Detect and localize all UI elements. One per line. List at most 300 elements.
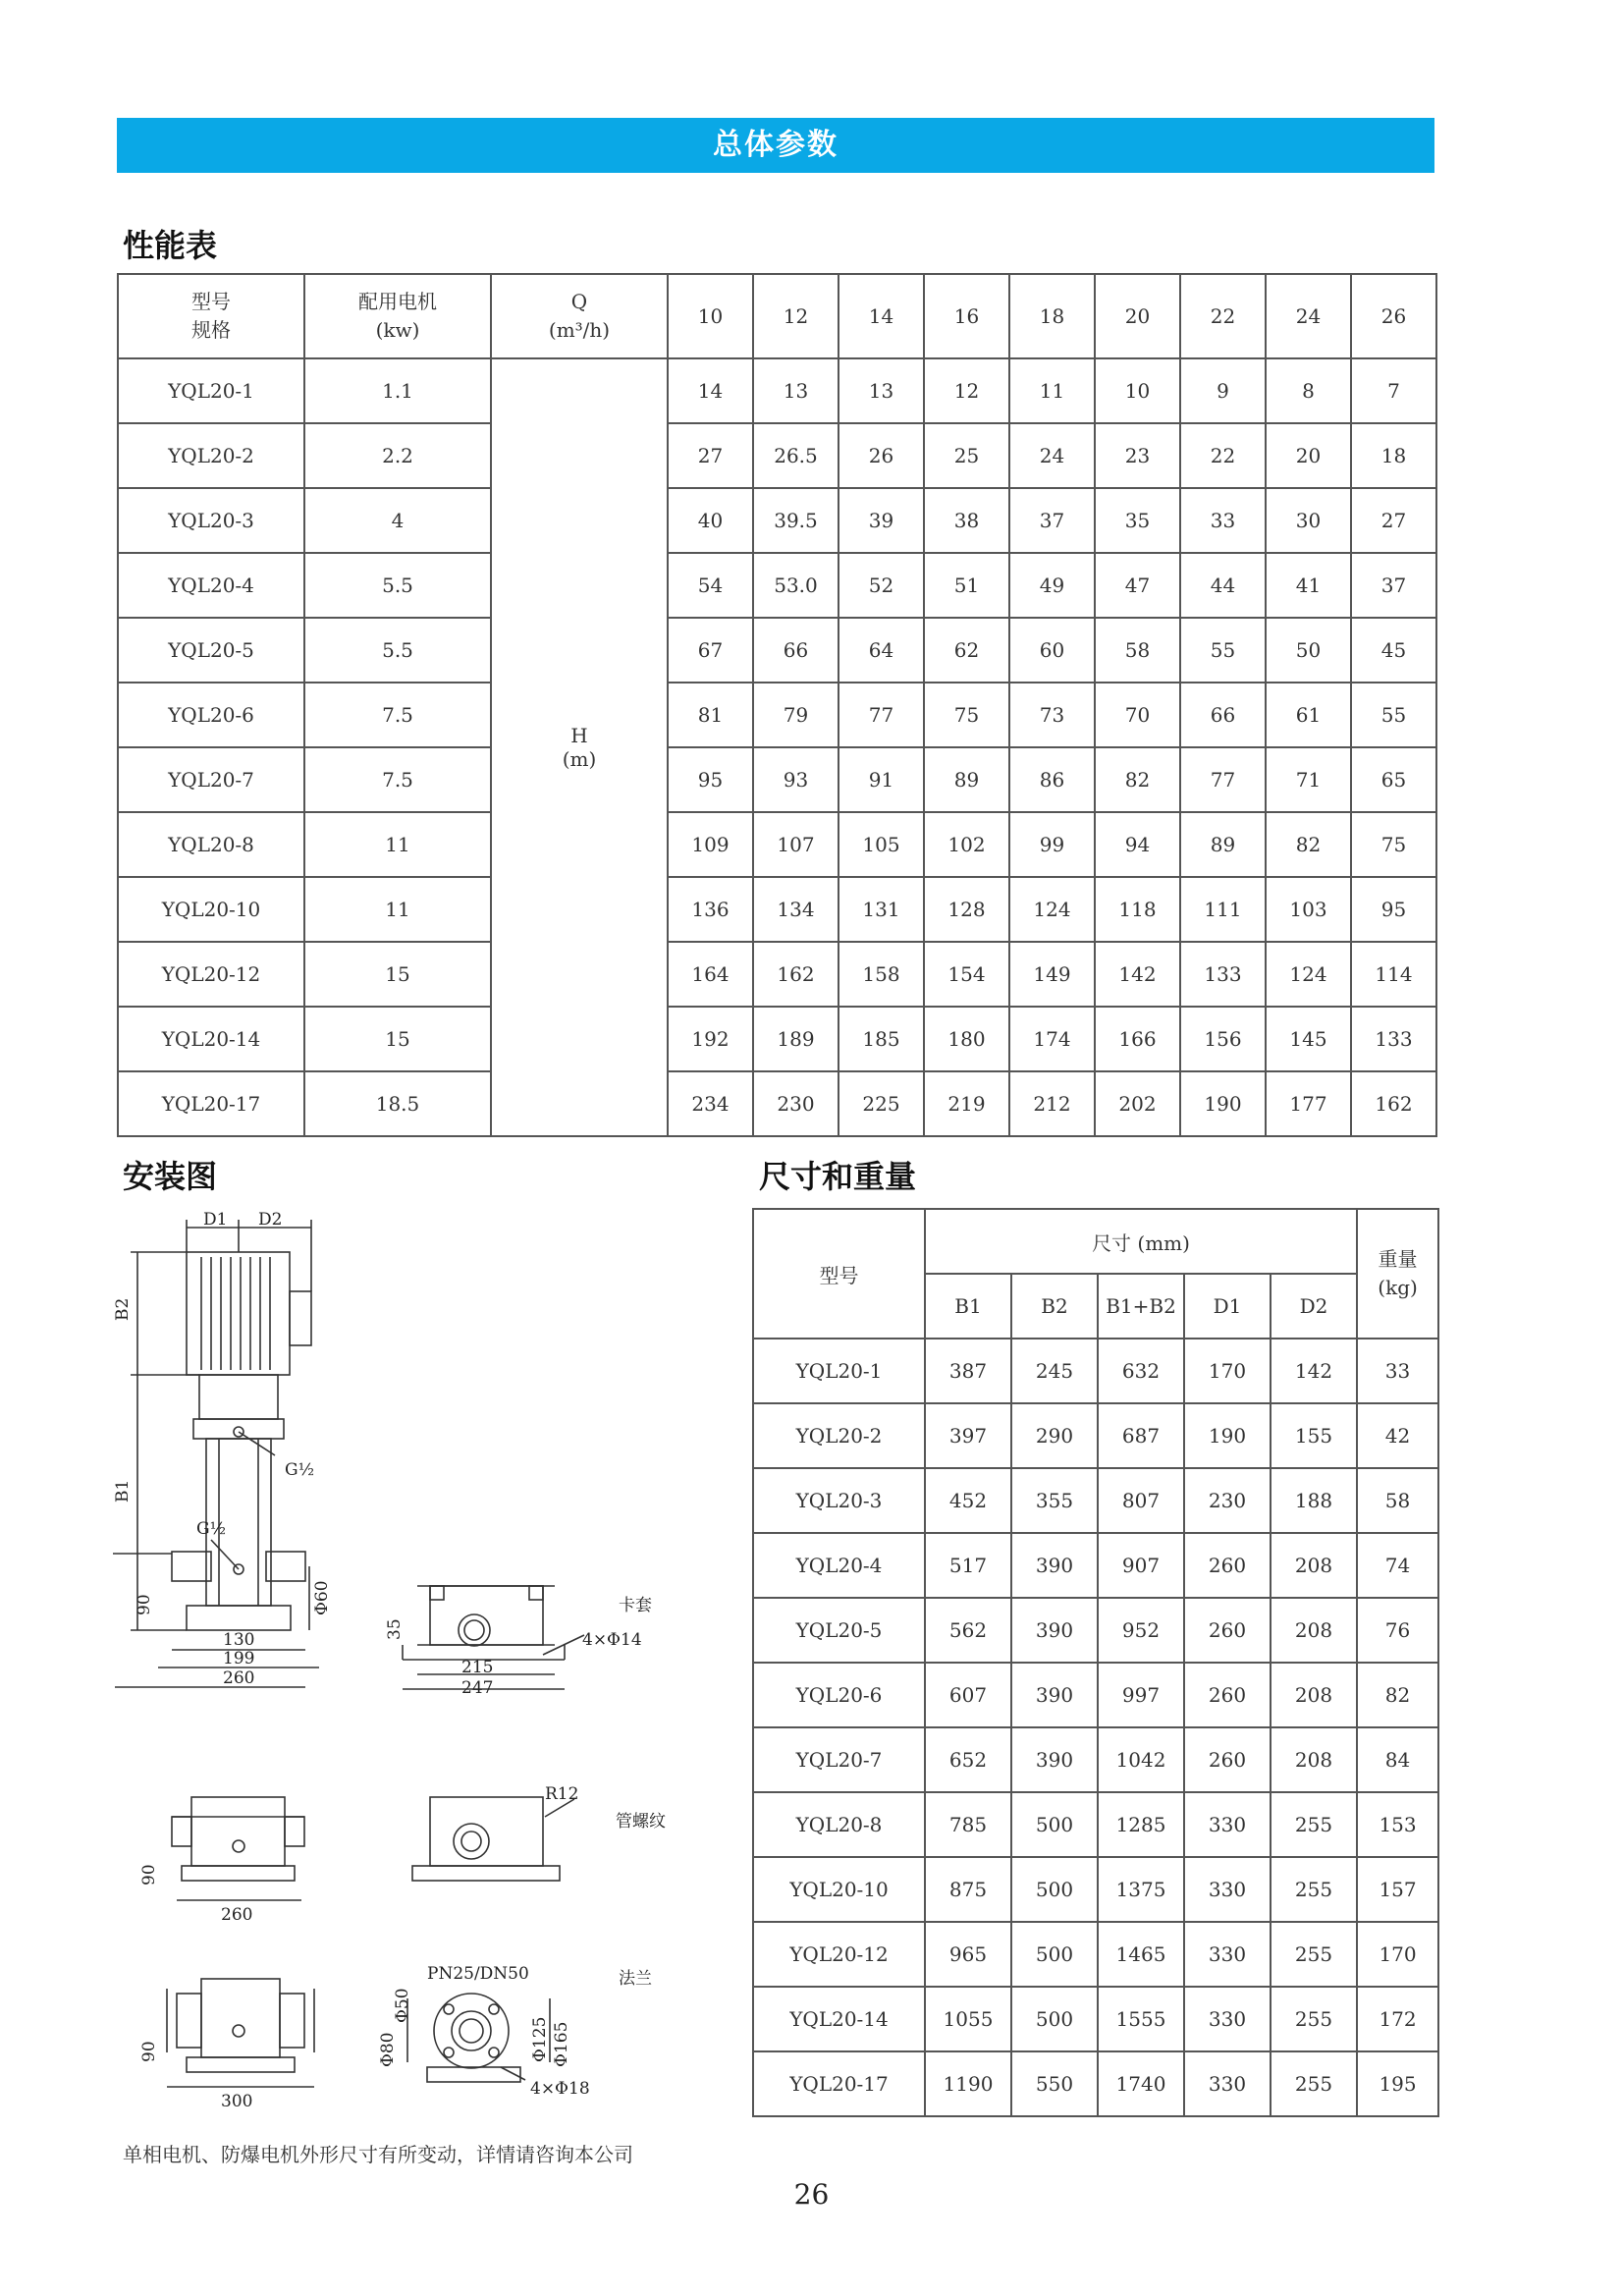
perf-head-value: 145	[1266, 1007, 1351, 1071]
perf-head-value: 44	[1180, 553, 1266, 618]
dims-value: 1285	[1098, 1792, 1184, 1857]
perf-motor-kw: 5.5	[304, 553, 491, 618]
header-weight-line2: (kg)	[1378, 1276, 1418, 1299]
perf-head-value: 131	[839, 877, 924, 942]
perf-head-value: 177	[1266, 1071, 1351, 1136]
perf-head-value: 105	[839, 812, 924, 877]
header-flow	[491, 274, 668, 358]
perf-head-value: 10	[1095, 358, 1180, 423]
dims-weight: 157	[1357, 1857, 1438, 1922]
perf-head-value: 18	[1351, 423, 1436, 488]
label-130: 130	[223, 1630, 255, 1650]
performance-table-title: 性能表	[123, 227, 218, 264]
dims-col-header: B2	[1011, 1274, 1098, 1339]
dims-value: 500	[1011, 1922, 1098, 1987]
label-sleeve: 卡套	[619, 1596, 652, 1615]
label-pn25-dn50: PN25/DN50	[427, 1964, 529, 1984]
perf-head-value: 50	[1266, 618, 1351, 683]
dims-value: 517	[925, 1533, 1011, 1598]
perf-head-value: 23	[1095, 423, 1180, 488]
perf-head-value: 82	[1095, 747, 1180, 812]
dims-value: 390	[1011, 1727, 1098, 1792]
header-weight-line1: 重量	[1378, 1247, 1418, 1271]
perf-head-value: 158	[839, 942, 924, 1007]
perf-head-value: 7	[1351, 358, 1436, 423]
flow-value: 20	[1095, 274, 1180, 358]
label-r12: R12	[545, 1784, 579, 1804]
perf-head-value: 118	[1095, 877, 1180, 942]
dims-model: YQL20-12	[753, 1922, 925, 1987]
dims-value: 785	[925, 1792, 1011, 1857]
label-flange: 法兰	[619, 1969, 652, 1989]
perf-head-value: 66	[1180, 683, 1266, 747]
perf-head-value: 91	[839, 747, 924, 812]
pump-elevation-view	[113, 1220, 319, 1687]
perf-head-value: 82	[1266, 812, 1351, 877]
perf-head-value: 71	[1266, 747, 1351, 812]
perf-row	[118, 877, 1436, 942]
perf-head-value: 142	[1095, 942, 1180, 1007]
dims-value: 550	[1011, 2051, 1098, 2116]
dims-weight: 76	[1357, 1598, 1438, 1663]
perf-head-value: 79	[753, 683, 839, 747]
header-model-line2: 规格	[191, 318, 231, 342]
perf-model: YQL20-2	[118, 423, 304, 488]
dims-value: 208	[1271, 1727, 1357, 1792]
flow-value: 26	[1351, 274, 1436, 358]
perf-head-value: 111	[1180, 877, 1266, 942]
label-phi125: Φ125	[530, 2016, 550, 2062]
perf-row	[118, 683, 1436, 747]
perf-head-value: 66	[753, 618, 839, 683]
dims-col-header: D1	[1184, 1274, 1271, 1339]
threaded-connection-views	[172, 1797, 574, 1900]
performance-table	[117, 273, 1437, 1137]
flow-value: 22	[1180, 274, 1266, 358]
perf-motor-kw: 18.5	[304, 1071, 491, 1136]
label-35: 35	[385, 1618, 405, 1640]
label-199: 199	[223, 1649, 255, 1668]
dims-value: 452	[925, 1468, 1011, 1533]
terminal-box	[290, 1291, 311, 1345]
perf-head-value: 162	[753, 942, 839, 1007]
dims-value: 390	[1011, 1663, 1098, 1727]
dims-value: 170	[1184, 1339, 1271, 1403]
dims-value: 255	[1271, 1987, 1357, 2051]
perf-head-value: 35	[1095, 488, 1180, 553]
perf-head-value: 45	[1351, 618, 1436, 683]
dims-value: 1465	[1098, 1922, 1184, 1987]
dims-value: 387	[925, 1339, 1011, 1403]
header-weight	[1357, 1209, 1438, 1339]
perf-row	[118, 423, 1436, 488]
dims-weight: 172	[1357, 1987, 1438, 2051]
label-d1: D1	[203, 1210, 228, 1230]
header-motor-line1: 配用电机	[358, 290, 437, 313]
perf-head-value: 64	[839, 618, 924, 683]
dims-value: 500	[1011, 1792, 1098, 1857]
dims-model: YQL20-7	[753, 1727, 925, 1792]
header-motor-line2: (kw)	[375, 318, 420, 342]
label-phi165: Φ165	[552, 2021, 571, 2067]
dims-weight: 33	[1357, 1339, 1438, 1403]
perf-head-value: 128	[924, 877, 1009, 942]
dims-model: YQL20-8	[753, 1792, 925, 1857]
perf-motor-kw: 5.5	[304, 618, 491, 683]
dims-model: YQL20-14	[753, 1987, 925, 2051]
dims-value: 1740	[1098, 2051, 1184, 2116]
perf-head-value: 190	[1180, 1071, 1266, 1136]
perf-head-value: 13	[839, 358, 924, 423]
dims-weight: 84	[1357, 1727, 1438, 1792]
dims-model: YQL20-10	[753, 1857, 925, 1922]
label-b2: B2	[113, 1297, 133, 1321]
header-dims-model: 型号	[753, 1209, 925, 1339]
label-pipe-thread: 管螺纹	[616, 1812, 666, 1831]
perf-head-value: 134	[753, 877, 839, 942]
perf-head-value: 93	[753, 747, 839, 812]
perf-motor-kw: 15	[304, 942, 491, 1007]
label-d2: D2	[258, 1210, 283, 1230]
dims-value: 260	[1184, 1663, 1271, 1727]
perf-head-value: 27	[668, 423, 753, 488]
dims-weight: 74	[1357, 1533, 1438, 1598]
dimensions-table	[752, 1208, 1439, 2117]
dims-row	[753, 1339, 1438, 1403]
dims-value: 952	[1098, 1598, 1184, 1663]
perf-head-value: 62	[924, 618, 1009, 683]
dims-value: 155	[1271, 1403, 1357, 1468]
dims-value: 188	[1271, 1468, 1357, 1533]
perf-row	[118, 553, 1436, 618]
perf-head-value: 67	[668, 618, 753, 683]
dims-col-header: B1+B2	[1098, 1274, 1184, 1339]
perf-model: YQL20-7	[118, 747, 304, 812]
dims-weight: 153	[1357, 1792, 1438, 1857]
perf-row	[118, 812, 1436, 877]
dims-value: 390	[1011, 1598, 1098, 1663]
perf-head-value: 58	[1095, 618, 1180, 683]
dims-value: 245	[1011, 1339, 1098, 1403]
perf-head-value: 77	[839, 683, 924, 747]
perf-head-value: 27	[1351, 488, 1436, 553]
dims-row	[753, 1533, 1438, 1598]
dims-weight: 170	[1357, 1922, 1438, 1987]
dims-value: 562	[925, 1598, 1011, 1663]
perf-model: YQL20-17	[118, 1071, 304, 1136]
dims-col-header: B1	[925, 1274, 1011, 1339]
perf-head-value: 86	[1009, 747, 1095, 812]
perf-row	[118, 747, 1436, 812]
flow-value: 24	[1266, 274, 1351, 358]
dims-value: 290	[1011, 1403, 1098, 1468]
dims-row	[753, 1403, 1438, 1468]
label-g-upper: G½	[285, 1460, 315, 1480]
dims-value: 255	[1271, 1792, 1357, 1857]
perf-row	[118, 1071, 1436, 1136]
dims-value: 208	[1271, 1598, 1357, 1663]
label-b1: B1	[113, 1479, 133, 1503]
dims-value: 687	[1098, 1403, 1184, 1468]
dims-value: 607	[925, 1663, 1011, 1727]
perf-head-value: 73	[1009, 683, 1095, 747]
dims-row	[753, 1922, 1438, 1987]
dims-value: 907	[1098, 1533, 1184, 1598]
dims-value: 632	[1098, 1339, 1184, 1403]
dims-value: 875	[925, 1857, 1011, 1922]
dims-row	[753, 1792, 1438, 1857]
perf-head-value: 70	[1095, 683, 1180, 747]
perf-head-value: 225	[839, 1071, 924, 1136]
dimensions-table-title: 尺寸和重量	[759, 1158, 917, 1195]
perf-head-value: 230	[753, 1071, 839, 1136]
dims-value: 255	[1271, 2051, 1357, 2116]
perf-motor-kw: 7.5	[304, 747, 491, 812]
header-motor	[304, 274, 491, 358]
perf-head-value: 154	[924, 942, 1009, 1007]
perf-head-value: 149	[1009, 942, 1095, 1007]
perf-head-value: 33	[1180, 488, 1266, 553]
perf-head-value: 24	[1009, 423, 1095, 488]
dims-weight: 42	[1357, 1403, 1438, 1468]
dims-value: 652	[925, 1727, 1011, 1792]
perf-head-value: 38	[924, 488, 1009, 553]
dims-row	[753, 1663, 1438, 1727]
perf-row	[118, 1007, 1436, 1071]
flow-value: 12	[753, 274, 839, 358]
footnote: 单相电机、防爆电机外形尺寸有所变动，详情请咨询本公司	[123, 2143, 633, 2166]
perf-head-value: 47	[1095, 553, 1180, 618]
dims-value: 260	[1184, 1598, 1271, 1663]
perf-head-value: 77	[1180, 747, 1266, 812]
perf-head-value: 136	[668, 877, 753, 942]
dims-model: YQL20-5	[753, 1598, 925, 1663]
label-phi80: Φ80	[378, 2032, 398, 2067]
perf-head-value: 212	[1009, 1071, 1095, 1136]
perf-motor-kw: 11	[304, 877, 491, 942]
perf-row	[118, 942, 1436, 1007]
perf-head-value: 13	[753, 358, 839, 423]
perf-head-value: 164	[668, 942, 753, 1007]
dims-value: 330	[1184, 1857, 1271, 1922]
dims-value: 965	[925, 1922, 1011, 1987]
dims-value: 330	[1184, 2051, 1271, 2116]
perf-head-value: 61	[1266, 683, 1351, 747]
perf-head-value: 166	[1095, 1007, 1180, 1071]
perf-head-value: 234	[668, 1071, 753, 1136]
perf-head-value: 12	[924, 358, 1009, 423]
flange-connection-views	[167, 1979, 550, 2087]
label-300: 300	[221, 2092, 253, 2111]
dims-value: 807	[1098, 1468, 1184, 1533]
perf-head-value: 30	[1266, 488, 1351, 553]
perf-head-value: 114	[1351, 942, 1436, 1007]
perf-motor-kw: 4	[304, 488, 491, 553]
perf-model: YQL20-12	[118, 942, 304, 1007]
dims-row	[753, 2051, 1438, 2116]
header-model-line1: 型号	[191, 290, 231, 313]
flow-value: 16	[924, 274, 1009, 358]
perf-head-value: 26.5	[753, 423, 839, 488]
label-holes-18: 4×Φ18	[530, 2079, 590, 2099]
perf-head-value: 51	[924, 553, 1009, 618]
perf-head-value: 99	[1009, 812, 1095, 877]
perf-head-value: 65	[1351, 747, 1436, 812]
perf-head-value: 52	[839, 553, 924, 618]
install-drawing-title: 安装图	[123, 1158, 218, 1195]
perf-head-value: 162	[1351, 1071, 1436, 1136]
perf-model: YQL20-3	[118, 488, 304, 553]
dims-value: 255	[1271, 1857, 1357, 1922]
dims-row	[753, 1987, 1438, 2051]
perf-head-value: 53.0	[753, 553, 839, 618]
perf-head-value: 81	[668, 683, 753, 747]
perf-head-value: 156	[1180, 1007, 1266, 1071]
perf-motor-kw: 1.1	[304, 358, 491, 423]
perf-motor-kw: 11	[304, 812, 491, 877]
perf-motor-kw: 7.5	[304, 683, 491, 747]
dims-value: 330	[1184, 1987, 1271, 2051]
label-90-b: 90	[139, 1864, 159, 1886]
perf-head-value: 202	[1095, 1071, 1180, 1136]
perf-head-value: 41	[1266, 553, 1351, 618]
perf-head-value: 103	[1266, 877, 1351, 942]
dims-weight: 82	[1357, 1663, 1438, 1727]
dims-weight: 58	[1357, 1468, 1438, 1533]
perf-row	[118, 618, 1436, 683]
dims-value: 1555	[1098, 1987, 1184, 2051]
perf-model: YQL20-10	[118, 877, 304, 942]
perf-row	[118, 488, 1436, 553]
flow-value: 18	[1009, 274, 1095, 358]
perf-head-value: 75	[924, 683, 1009, 747]
perf-head-value: 55	[1351, 683, 1436, 747]
perf-head-value: 124	[1266, 942, 1351, 1007]
label-260-a: 260	[223, 1668, 255, 1688]
perf-head-value: 25	[924, 423, 1009, 488]
perf-head-value: 185	[839, 1007, 924, 1071]
perf-head-value: 39	[839, 488, 924, 553]
dims-value: 500	[1011, 1857, 1098, 1922]
perf-head-value: 133	[1180, 942, 1266, 1007]
dims-model: YQL20-2	[753, 1403, 925, 1468]
perf-model: YQL20-6	[118, 683, 304, 747]
dims-value: 1055	[925, 1987, 1011, 2051]
dims-value: 208	[1271, 1533, 1357, 1598]
dims-value: 142	[1271, 1339, 1357, 1403]
perf-head-value: 11	[1009, 358, 1095, 423]
dims-row	[753, 1727, 1438, 1792]
dims-value: 190	[1184, 1403, 1271, 1468]
label-phi50: Φ50	[393, 1988, 412, 2023]
label-90-c: 90	[139, 2041, 159, 2062]
perf-head-value: 14	[668, 358, 753, 423]
perf-head-value: 174	[1009, 1007, 1095, 1071]
head-label-line1: H	[570, 724, 588, 747]
dims-value: 208	[1271, 1663, 1357, 1727]
perf-head-value: 219	[924, 1071, 1009, 1136]
dims-value: 330	[1184, 1922, 1271, 1987]
perf-head-value: 180	[924, 1007, 1009, 1071]
dims-value: 397	[925, 1403, 1011, 1468]
dims-model: YQL20-17	[753, 2051, 925, 2116]
perf-head-value: 49	[1009, 553, 1095, 618]
dims-model: YQL20-1	[753, 1339, 925, 1403]
dims-value: 1190	[925, 2051, 1011, 2116]
perf-head-value: 54	[668, 553, 753, 618]
perf-head-value: 89	[1180, 812, 1266, 877]
label-90-a: 90	[135, 1594, 154, 1615]
dims-row	[753, 1857, 1438, 1922]
dims-weight: 195	[1357, 2051, 1438, 2116]
perf-head-value: 109	[668, 812, 753, 877]
section-banner: 总体参数	[117, 118, 1434, 173]
header-flow-line2: (m³/h)	[548, 318, 611, 342]
perf-head-value: 124	[1009, 877, 1095, 942]
flow-value: 10	[668, 274, 753, 358]
dims-value: 230	[1184, 1468, 1271, 1533]
dims-value: 500	[1011, 1987, 1098, 2051]
dims-value: 390	[1011, 1533, 1098, 1598]
installation-drawing	[113, 1198, 722, 2141]
dims-model: YQL20-4	[753, 1533, 925, 1598]
perf-model: YQL20-4	[118, 553, 304, 618]
perf-head-value: 189	[753, 1007, 839, 1071]
perf-model: YQL20-14	[118, 1007, 304, 1071]
perf-head-value: 94	[1095, 812, 1180, 877]
dims-value: 330	[1184, 1792, 1271, 1857]
head-unit-cell	[491, 358, 668, 1136]
dims-model: YQL20-6	[753, 1663, 925, 1727]
dims-value: 260	[1184, 1727, 1271, 1792]
label-247: 247	[461, 1678, 494, 1698]
perf-head-value: 95	[668, 747, 753, 812]
dims-col-header: D2	[1271, 1274, 1357, 1339]
label-260-b: 260	[221, 1905, 253, 1925]
dims-model: YQL20-3	[753, 1468, 925, 1533]
page-number: 26	[793, 2178, 830, 2211]
perf-head-value: 107	[753, 812, 839, 877]
perf-head-value: 133	[1351, 1007, 1436, 1071]
perf-motor-kw: 2.2	[304, 423, 491, 488]
header-model	[118, 274, 304, 358]
perf-head-value: 39.5	[753, 488, 839, 553]
perf-head-value: 75	[1351, 812, 1436, 877]
header-size: 尺寸 (mm)	[925, 1209, 1357, 1274]
label-g-lower: G½	[196, 1519, 227, 1539]
dims-value: 355	[1011, 1468, 1098, 1533]
sleeve-side-view	[403, 1586, 584, 1689]
perf-model: YQL20-5	[118, 618, 304, 683]
perf-head-value: 60	[1009, 618, 1095, 683]
dims-value: 1042	[1098, 1727, 1184, 1792]
perf-head-value: 192	[668, 1007, 753, 1071]
perf-head-value: 8	[1266, 358, 1351, 423]
label-holes-14: 4×Φ14	[582, 1630, 642, 1650]
perf-head-value: 37	[1351, 553, 1436, 618]
perf-head-value: 102	[924, 812, 1009, 877]
perf-head-value: 26	[839, 423, 924, 488]
pump-base	[187, 1606, 291, 1630]
perf-head-value: 37	[1009, 488, 1095, 553]
dims-value: 997	[1098, 1663, 1184, 1727]
perf-motor-kw: 15	[304, 1007, 491, 1071]
label-phi60: Φ60	[312, 1580, 332, 1615]
perf-head-value: 22	[1180, 423, 1266, 488]
perf-head-value: 40	[668, 488, 753, 553]
dims-value: 260	[1184, 1533, 1271, 1598]
perf-head-value: 9	[1180, 358, 1266, 423]
